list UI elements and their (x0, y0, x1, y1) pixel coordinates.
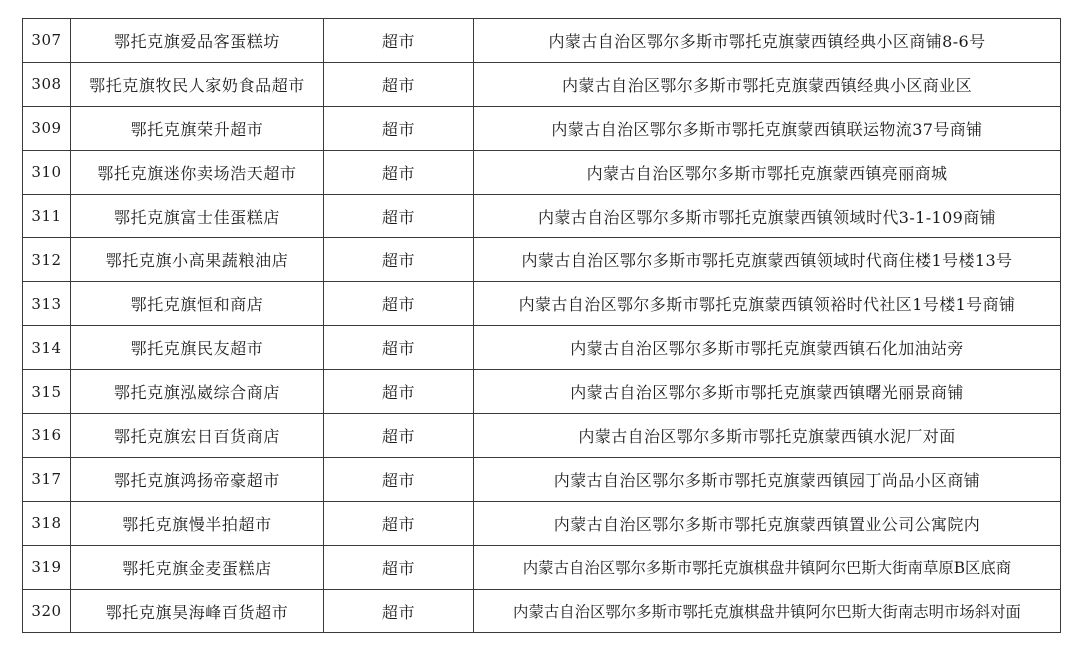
table-row (23, 414, 1061, 458)
store-type: 超市 (324, 370, 474, 414)
table-row (23, 326, 1061, 370)
table-row (23, 501, 1061, 545)
store-name: 鄂托克旗荣升超市 (71, 106, 324, 150)
store-list-sheet (22, 18, 1060, 633)
row-number: 307 (23, 19, 71, 63)
row-number: 315 (23, 370, 71, 414)
store-name: 鄂托克旗泓崴综合商店 (71, 370, 324, 414)
store-address: 内蒙古自治区鄂尔多斯市鄂托克旗棋盘井镇阿尔巴斯大街南志明市场斜对面 (474, 589, 1061, 633)
store-name: 鄂托克旗宏日百货商店 (71, 414, 324, 458)
store-type: 超市 (324, 326, 474, 370)
store-type: 超市 (324, 19, 474, 63)
table-row (23, 19, 1061, 63)
store-type: 超市 (324, 414, 474, 458)
store-address: 内蒙古自治区鄂尔多斯市鄂托克旗蒙西镇经典小区商铺8-6号 (474, 19, 1061, 63)
table-row (23, 282, 1061, 326)
row-number: 318 (23, 501, 71, 545)
row-number: 311 (23, 194, 71, 238)
row-number: 310 (23, 150, 71, 194)
store-name: 鄂托克旗小高果蔬粮油店 (71, 238, 324, 282)
store-name: 鄂托克旗迷你卖场浩天超市 (71, 150, 324, 194)
store-address: 内蒙古自治区鄂尔多斯市鄂托克旗蒙西镇领域时代3-1-109商铺 (474, 194, 1061, 238)
store-name: 鄂托克旗爱品客蛋糕坊 (71, 19, 324, 63)
store-address: 内蒙古自治区鄂尔多斯市鄂托克旗棋盘井镇阿尔巴斯大街南草原B区底商 (474, 545, 1061, 589)
row-number: 309 (23, 106, 71, 150)
table-row (23, 457, 1061, 501)
store-address: 内蒙古自治区鄂尔多斯市鄂托克旗蒙西镇亮丽商城 (474, 150, 1061, 194)
store-type: 超市 (324, 150, 474, 194)
store-type: 超市 (324, 589, 474, 633)
row-number: 317 (23, 457, 71, 501)
store-name: 鄂托克旗昊海峰百货超市 (71, 589, 324, 633)
store-name: 鄂托克旗鸿扬帝豪超市 (71, 457, 324, 501)
store-address: 内蒙古自治区鄂尔多斯市鄂托克旗蒙西镇置业公司公寓院内 (474, 501, 1061, 545)
store-name: 鄂托克旗慢半拍超市 (71, 501, 324, 545)
store-address: 内蒙古自治区鄂尔多斯市鄂托克旗蒙西镇石化加油站旁 (474, 326, 1061, 370)
store-name: 鄂托克旗恒和商店 (71, 282, 324, 326)
store-name: 鄂托克旗金麦蛋糕店 (71, 545, 324, 589)
store-type: 超市 (324, 238, 474, 282)
store-address: 内蒙古自治区鄂尔多斯市鄂托克旗蒙西镇联运物流37号商铺 (474, 106, 1061, 150)
table-row (23, 62, 1061, 106)
store-type: 超市 (324, 282, 474, 326)
table-row (23, 370, 1061, 414)
store-name: 鄂托克旗牧民人家奶食品超市 (71, 62, 324, 106)
row-number: 312 (23, 238, 71, 282)
store-type: 超市 (324, 62, 474, 106)
row-number: 314 (23, 326, 71, 370)
store-address: 内蒙古自治区鄂尔多斯市鄂托克旗蒙西镇园丁尚品小区商铺 (474, 457, 1061, 501)
store-address: 内蒙古自治区鄂尔多斯市鄂托克旗蒙西镇曙光丽景商铺 (474, 370, 1061, 414)
store-address: 内蒙古自治区鄂尔多斯市鄂托克旗蒙西镇领域时代商住楼1号楼13号 (474, 238, 1061, 282)
store-address: 内蒙古自治区鄂尔多斯市鄂托克旗蒙西镇领裕时代社区1号楼1号商铺 (474, 282, 1061, 326)
table-row (23, 194, 1061, 238)
store-type: 超市 (324, 106, 474, 150)
table-row (23, 545, 1061, 589)
store-name: 鄂托克旗富士佳蛋糕店 (71, 194, 324, 238)
row-number: 316 (23, 414, 71, 458)
row-number: 313 (23, 282, 71, 326)
table-row (23, 589, 1061, 633)
store-address: 内蒙古自治区鄂尔多斯市鄂托克旗蒙西镇水泥厂对面 (474, 414, 1061, 458)
row-number: 320 (23, 589, 71, 633)
store-type: 超市 (324, 194, 474, 238)
store-name: 鄂托克旗民友超市 (71, 326, 324, 370)
store-type: 超市 (324, 457, 474, 501)
row-number: 308 (23, 62, 71, 106)
row-number: 319 (23, 545, 71, 589)
table-row (23, 150, 1061, 194)
table-row (23, 106, 1061, 150)
store-address: 内蒙古自治区鄂尔多斯市鄂托克旗蒙西镇经典小区商业区 (474, 62, 1061, 106)
store-type: 超市 (324, 545, 474, 589)
table-row (23, 238, 1061, 282)
store-type: 超市 (324, 501, 474, 545)
store-table (22, 18, 1061, 633)
